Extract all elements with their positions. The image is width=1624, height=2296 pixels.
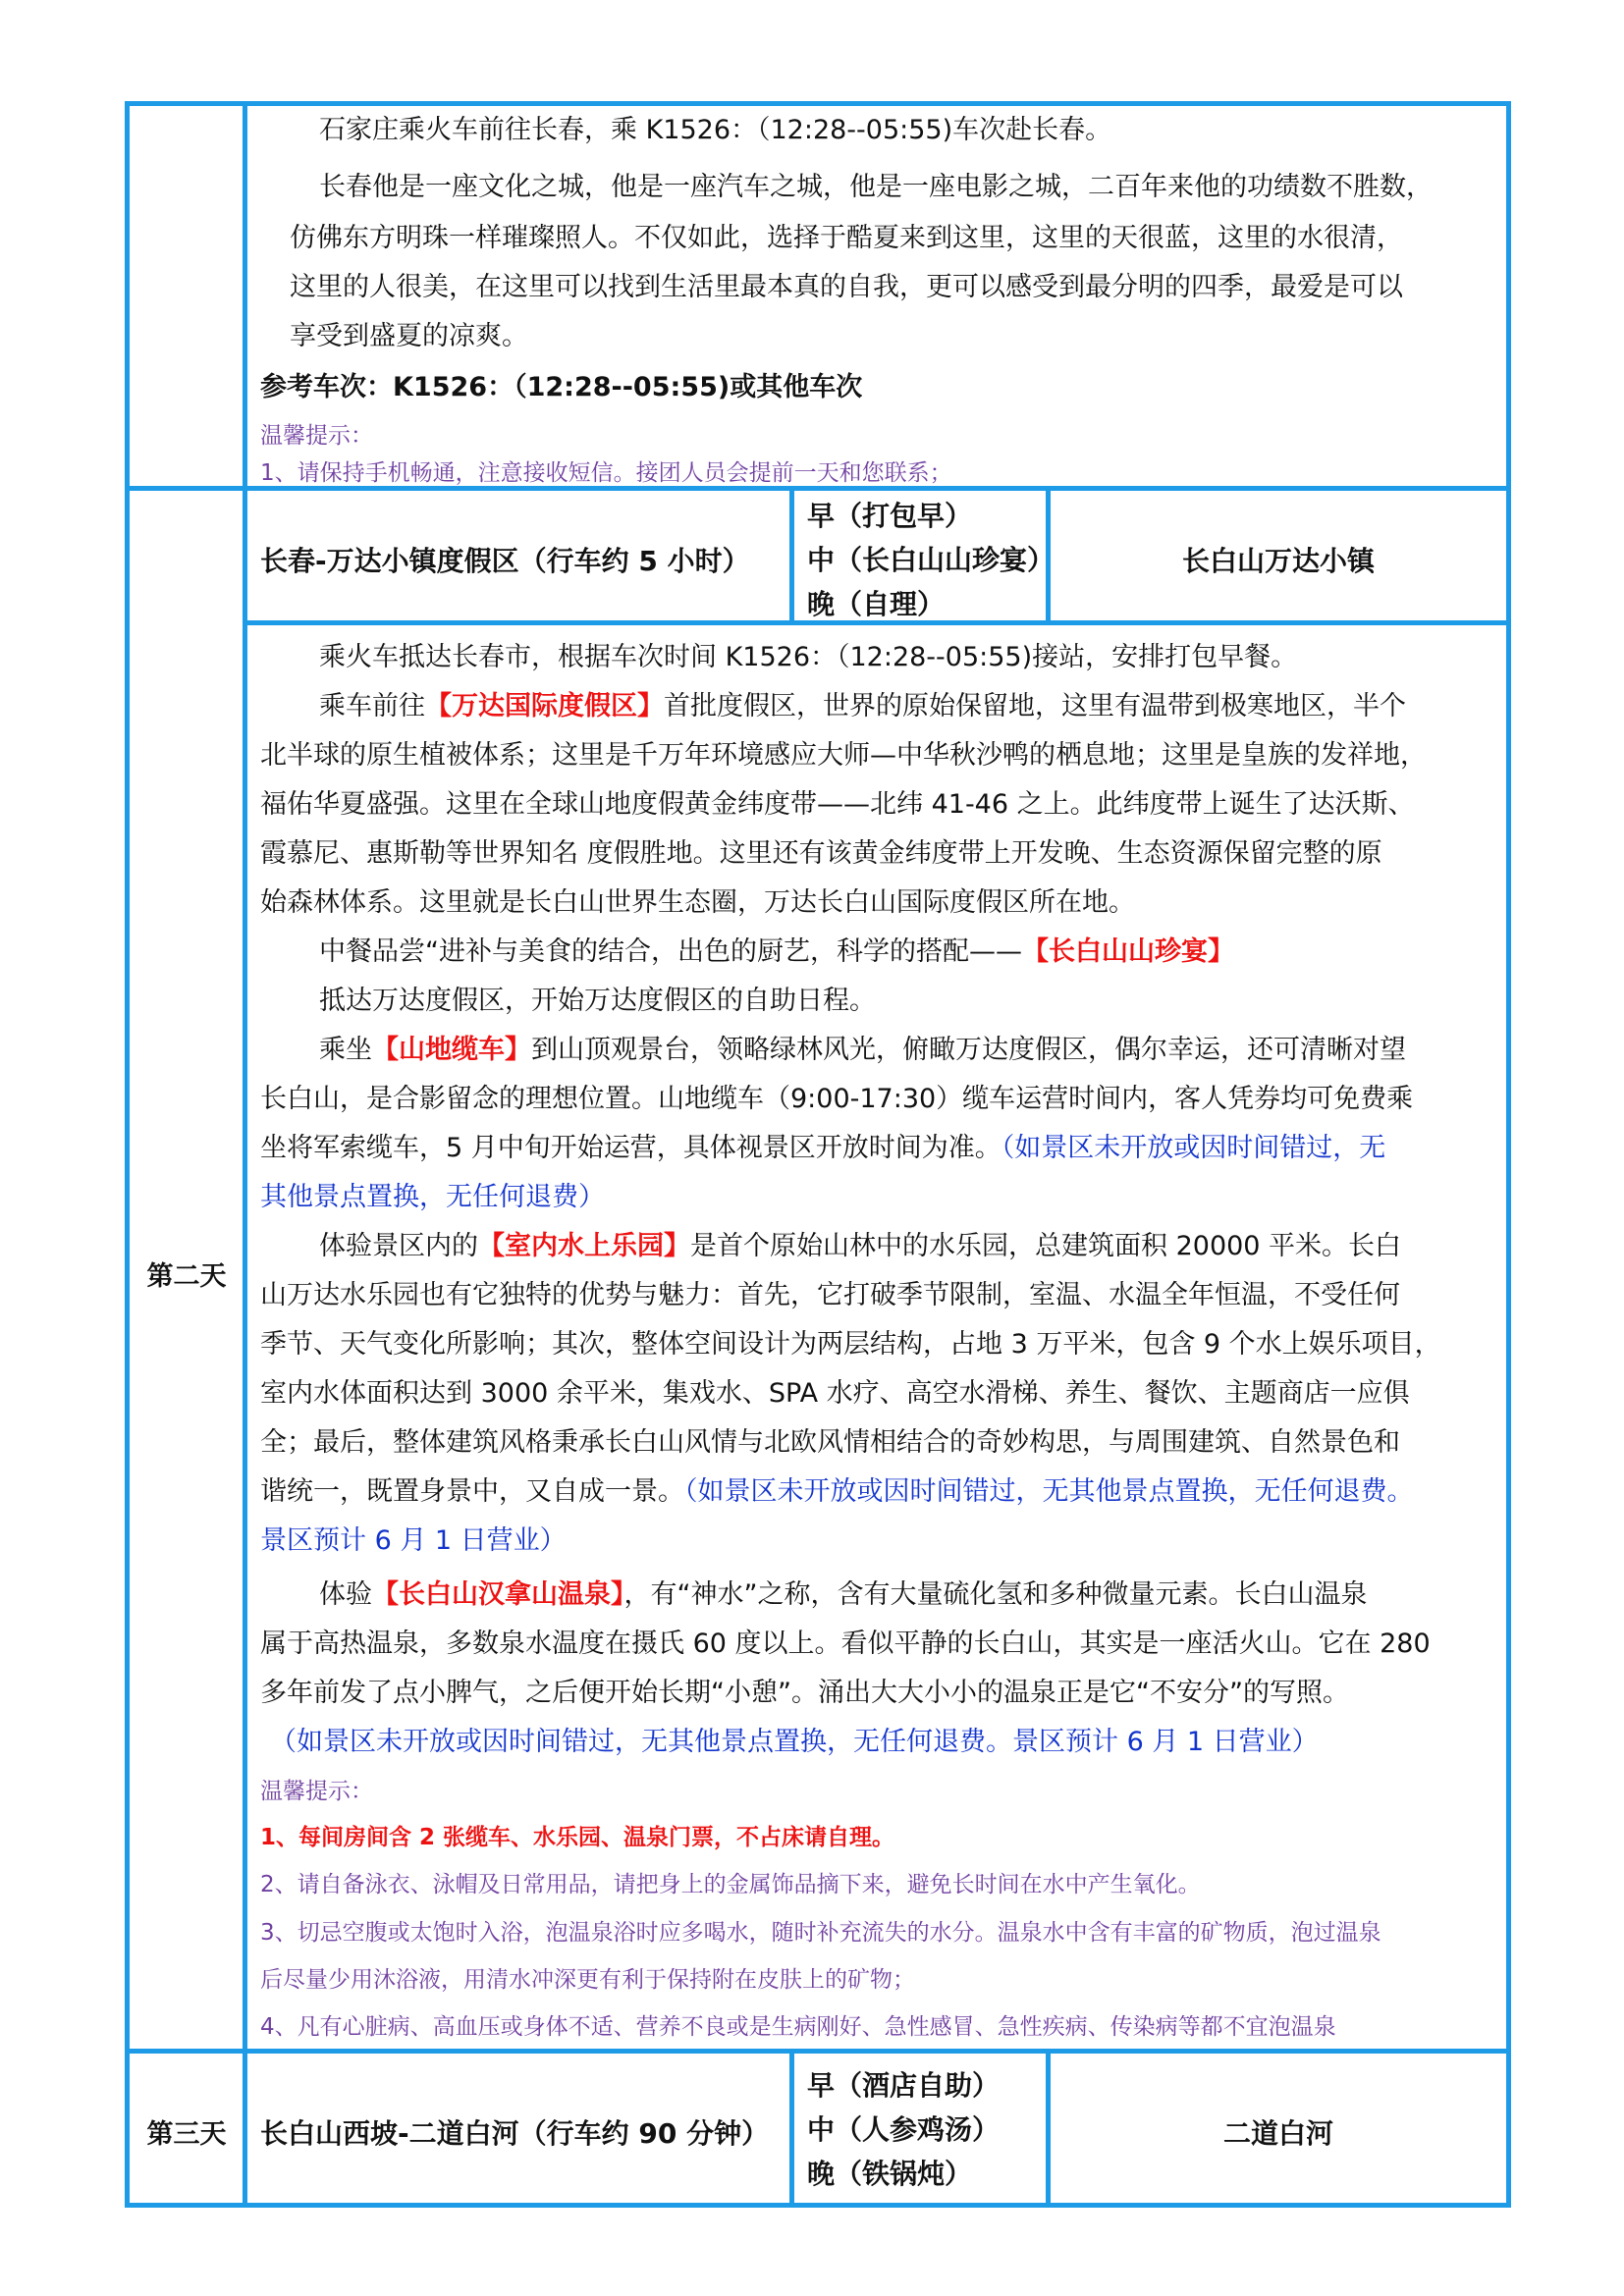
meal-lunch: 中（长白山山珍宴） (807, 544, 1056, 576)
attraction-highlight: 【山地缆车】 (372, 1035, 531, 1065)
paragraph (260, 1124, 1385, 1173)
paragraph: 山万达水乐园也有它独特的优势与魅力：首先，它打破季节限制，室温、水温全年恒温，不受任何 (260, 1280, 1400, 1310)
paragraph: 长白山，是合影留念的理想位置。山地缆车（9:00-17:30）缆车运营时间内，客人凭券均可免费乘 (260, 1084, 1414, 1114)
paragraph: 多年前发了点小脾气，之后便开始长期“小憩”。涌出大大小小的温泉正是它“不安分”的写照。 (260, 1678, 1349, 1708)
paragraph (319, 1026, 1406, 1075)
text: 乘车前往 (319, 691, 425, 721)
text: 是首个原始山林中的水乐园，总建筑面积 20000 平米。长白 (690, 1231, 1402, 1261)
text: 中餐品尝“进补与美食的结合，出色的厨艺，科学的搭配—— (319, 936, 1022, 967)
hotel: 长白山万达小镇 (1181, 545, 1375, 577)
paragraph: 属于高热温泉，多数泉水温度在摄氏 60 度以上。看似平静的长白山，其实是一座活火山。它在 280 (260, 1629, 1431, 1659)
train-reference: 参考车次：K1526：（12:28--05:55)或其他车次 (260, 372, 863, 402)
tip-item: 1、请保持手机畅通，注意接收短信。接团人员会提前一天和您联系； (260, 460, 952, 486)
tip-item: 3、切忌空腹或太饱时入浴，泡温泉浴时应多喝水，随时补充流失的水分。温泉水中含有丰富的矿物质，泡过温泉 (260, 1920, 1381, 1946)
paragraph: 乘火车抵达长春市，根据车次时间 K1526：（12:28--05:55)接站，安排打包早餐。 (319, 642, 1298, 672)
paragraph: 抵达万达度假区，开始万达度假区的自助日程。 (319, 986, 876, 1016)
table-divider (789, 2049, 794, 2208)
tip-title: 温馨提示： (260, 1779, 373, 1804)
attraction-highlight: 【长白山汉拿山温泉】 (372, 1579, 624, 1610)
paragraph: 长春他是一座文化之城，他是一座汽车之城，他是一座电影之城，二百年来他的功绩数不胜数， (319, 172, 1433, 202)
paragraph (319, 1222, 1401, 1271)
tip-title: 温馨提示： (260, 423, 373, 449)
paragraph: 全；最后，整体建筑风格秉承长白山风情与北欧风情相结合的奇妙构思，与周围建筑、自然景色和 (260, 1427, 1400, 1458)
paragraph: 始森林体系。这里就是长白山世界生态圈，万达长白山国际度假区所在地。 (260, 887, 1135, 918)
paragraph: 霞慕尼、惠斯勒等世界知名 度假胜地。这里还有该黄金纬度带上开发晚、生态资源保留完整的原 (260, 838, 1382, 869)
paragraph: 福佑华夏盛强。这里在全球山地度假黄金纬度带——北纬 41-46 之上。此纬度带上诞生了达沃斯、 (260, 789, 1415, 820)
text: 体验 (319, 1579, 372, 1610)
paragraph: 季节、天气变化所影响；其次，整体空间设计为两层结构，占地 3 万平米，包含 9 个水上娱乐项目， (260, 1329, 1441, 1360)
text: 谐统一，既置身景中，又自成一景。 (260, 1476, 684, 1507)
paragraph: 仿佛东方明珠一样璀璨照人。不仅如此，选择于酷夏来到这里，这里的天很蓝，这里的水很清， (290, 223, 1403, 253)
tip-item: 2、请自备泳衣、泳帽及日常用品，请把身上的金属饰品摘下来，避免长时间在水中产生氧化。 (260, 1872, 1201, 1897)
table-divider (789, 486, 794, 623)
day-label: 第二天 (146, 1261, 227, 1292)
route: 长白山西坡-二道白河（行车约 90 分钟） (260, 2117, 770, 2150)
notice: （如景区未开放或因时间错过，无其他景点置换，无任何退费。景区预计 6 月 1 日营业） (270, 1727, 1319, 1757)
paragraph (319, 682, 1406, 731)
meal-breakfast: 早（打包早） (807, 500, 973, 532)
notice: 景区预计 6 月 1 日营业） (260, 1525, 567, 1556)
tip-item: 1、每间房间含 2 张缆车、水乐园、温泉门票，不占床请自理。 (260, 1825, 895, 1850)
route: 长春-万达小镇度假区（行车约 5 小时） (260, 545, 750, 577)
hotel: 二道白河 (1222, 2117, 1333, 2150)
notice: （如景区未开放或因时间错过，无其他景点置换，无任何退费。 (684, 1476, 1414, 1507)
table-divider (125, 2049, 1511, 2054)
attraction-highlight: 【室内水上乐园】 (478, 1231, 690, 1261)
paragraph: 享受到盛夏的凉爽。 (290, 321, 528, 351)
text: 体验景区内的 (319, 1231, 478, 1261)
attraction-highlight: 【万达国际度假区】 (425, 691, 664, 721)
tip-item: 4、凡有心脏病、高血压或身体不适、营养不良或是生病刚好、急性感冒、急性疾病、传染病等都不宜泡温泉 (260, 2014, 1336, 2040)
paragraph: 北半球的原生植被体系；这里是千万年环境感应大师—中华秋沙鸭的栖息地；这里是皇族的发祥地， (260, 740, 1427, 771)
attraction-highlight: 【长白山山珍宴】 (1022, 936, 1234, 967)
table-divider (243, 101, 247, 2208)
notice: （如景区未开放或因时间错过，无 (1001, 1133, 1386, 1163)
meal-lunch: 中（人参鸡汤） (807, 2113, 1001, 2146)
paragraph (319, 928, 1234, 977)
paragraph (260, 1468, 1414, 1517)
notice: 其他景点置换，无任何退费） (260, 1182, 605, 1212)
meal-dinner: 晚（自理） (807, 588, 946, 620)
text: 乘坐 (319, 1035, 372, 1065)
text: 首批度假区，世界的原始保留地，这里有温带到极寒地区，半个 (664, 691, 1406, 721)
meal-dinner: 晚（铁锅炖） (807, 2158, 973, 2190)
text: 到山顶观景台，领略绿林风光，俯瞰万达度假区，偶尔幸运，还可清晰对望 (531, 1035, 1406, 1065)
paragraph: 石家庄乘火车前往长春，乘 K1526：（12:28--05:55)车次赴长春。 (319, 115, 1112, 145)
text: 坐将军索缆车，5 月中旬开始运营，具体视景区开放时间为准。 (260, 1133, 1001, 1163)
day-label: 第三天 (146, 2119, 227, 2150)
text: ，有“神水”之称，含有大量硫化氢和多种微量元素。长白山温泉 (623, 1579, 1368, 1610)
paragraph (319, 1571, 1367, 1620)
paragraph: 室内水体面积达到 3000 余平米，集戏水、SPA 水疗、高空水滑梯、养生、餐饮、主题商店一应俱 (260, 1378, 1410, 1409)
paragraph: 这里的人很美，在这里可以找到生活里最本真的自我，更可以感受到最分明的四季，最爱是可以 (290, 272, 1403, 302)
tip-item: 后尽量少用沐浴液，用清水冲深更有利于保持附在皮肤上的矿物； (260, 1967, 915, 1993)
meal-breakfast: 早（酒店自助） (807, 2069, 1001, 2102)
